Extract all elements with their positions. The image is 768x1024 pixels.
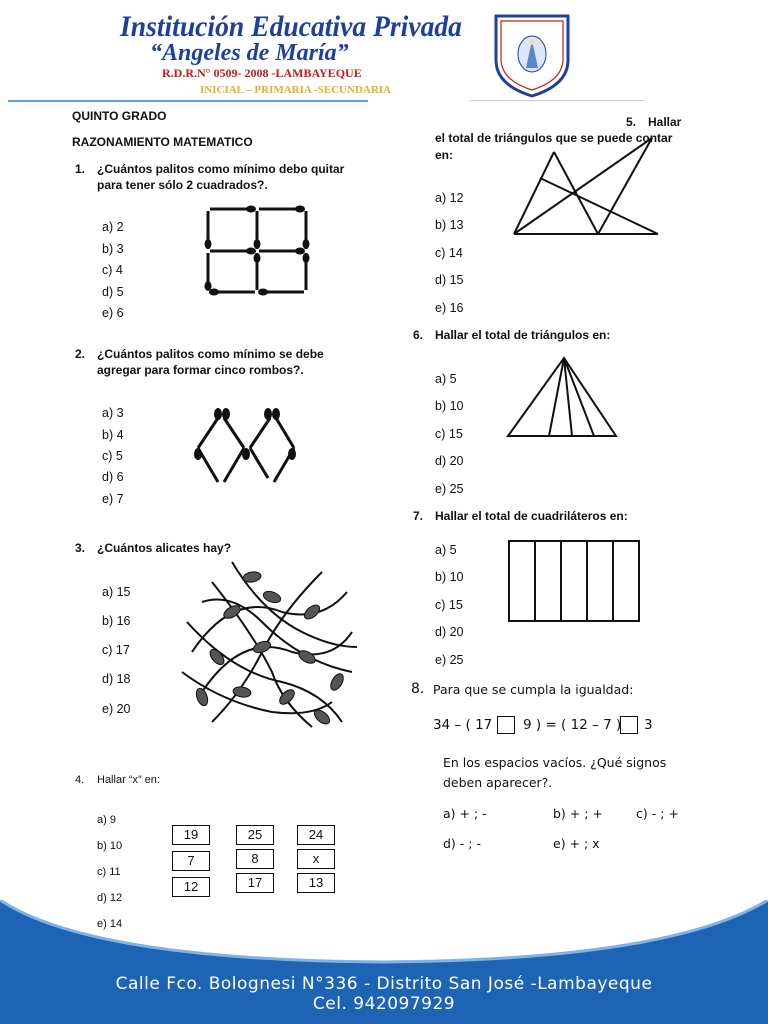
q4-col1-mid: 7 [172, 851, 210, 871]
q8-equation-part2: 9 ) = ( 12 – 7 ) [523, 717, 622, 733]
school-logo [488, 10, 576, 98]
q4-option-c: c) 11 [97, 866, 121, 878]
q5-text-line2: en: [435, 148, 453, 162]
q7-text: Hallar el total de cuadriláteros en: [435, 509, 628, 523]
q8-text: Para que se cumpla la igualdad: [433, 682, 634, 697]
q6-option-c: c) 15 [435, 427, 463, 441]
matchstick-squares-figure [196, 200, 316, 300]
footer-address: Calle Fco. Bolognesi N°336 - Distrito San José -Lambayeque [115, 974, 653, 994]
q1-option-b: b) 3 [102, 242, 124, 256]
q8-number: 8. [411, 681, 425, 697]
q5-option-e: e) 16 [435, 301, 464, 315]
q7-number: 7. [413, 509, 424, 523]
q2-text-line2: agregar para formar cinco rombos?. [97, 363, 304, 377]
q6-option-e: e) 25 [435, 482, 464, 496]
grade-label: QUINTO GRADO [72, 109, 167, 123]
q8-text-line2: En los espacios vacíos. ¿Qué signos [443, 755, 667, 770]
q4-col3-top: 24 [297, 825, 335, 845]
pliers-illustration [172, 552, 364, 738]
q4-option-b: b) 10 [97, 840, 123, 852]
q8-option-b: b) + ; + [553, 806, 603, 821]
q7-option-a: a) 5 [435, 543, 457, 557]
footer-phone: Cel. 942097929 [312, 994, 456, 1014]
q7-option-c: c) 15 [435, 598, 463, 612]
q6-option-d: d) 20 [435, 454, 464, 468]
q4-option-a: a) 9 [97, 814, 116, 826]
q8-option-e: e) + ; x [553, 836, 600, 851]
q6-text: Hallar el total de triángulos en: [435, 328, 611, 342]
q6-option-b: b) 10 [435, 399, 464, 413]
resolution-text: R.D.R.N° 0509- 2008 -LAMBAYEQUE [162, 66, 362, 80]
q6-triangle-figure [504, 354, 622, 440]
q4-col1-top: 19 [172, 825, 210, 845]
subject-label: RAZONAMIENTO MATEMATICO [72, 135, 253, 149]
q8-blank-2[interactable] [620, 716, 638, 734]
q1-option-c: c) 4 [102, 263, 123, 277]
q7-option-e: e) 25 [435, 653, 464, 667]
q4-col3-mid: x [297, 849, 335, 869]
q4-col2-mid: 8 [236, 849, 274, 869]
q2-option-b: b) 4 [102, 428, 124, 442]
q3-option-b: b) 16 [102, 614, 131, 628]
q4-option-e: e) 14 [97, 918, 123, 930]
header-divider [8, 100, 368, 102]
q5-option-d: d) 15 [435, 273, 464, 287]
q8-text-line3: deben aparecer?. [443, 775, 553, 790]
q5-number: 5. [626, 115, 637, 129]
q8-option-c: c) - ; + [636, 806, 679, 821]
q8-option-d: d) - ; - [443, 836, 481, 851]
q1-option-a: a) 2 [102, 220, 124, 234]
q1-option-d: d) 5 [102, 285, 124, 299]
q7-option-b: b) 10 [435, 570, 464, 584]
q3-option-e: e) 20 [102, 702, 131, 716]
institution-title: Institución Educativa Privada [120, 10, 462, 43]
q4-col2-top: 25 [236, 825, 274, 845]
q3-text: ¿Cuántos alicates hay? [97, 541, 232, 555]
q3-number: 3. [75, 541, 86, 555]
q6-option-a: a) 5 [435, 372, 457, 386]
q4-number: 4. [75, 774, 85, 786]
q1-number: 1. [75, 162, 86, 176]
q1-text-line2: para tener sólo 2 cuadrados?. [97, 178, 268, 192]
q6-number: 6. [413, 328, 424, 342]
q1-option-e: e) 6 [102, 306, 124, 320]
q5-option-c: c) 14 [435, 246, 463, 260]
q2-option-d: d) 6 [102, 470, 124, 484]
q4-text: Hallar “x” en: [97, 774, 160, 786]
q8-blank-1[interactable] [497, 716, 515, 734]
q8-equation-part1: 34 – ( 17 [433, 717, 493, 733]
q8-option-a: a) + ; - [443, 806, 487, 821]
q5-option-a: a) 12 [435, 191, 464, 205]
q2-option-e: e) 7 [102, 492, 124, 506]
q4-col1-bot: 12 [172, 877, 210, 897]
q3-option-a: a) 15 [102, 585, 131, 599]
q2-number: 2. [75, 347, 86, 361]
q3-option-d: d) 18 [102, 672, 131, 686]
q7-rectangles-figure [506, 538, 642, 624]
q4-option-d: d) 12 [97, 892, 123, 904]
q4-col3-bot: 13 [297, 873, 335, 893]
q8-equation-part3: 3 [644, 717, 653, 733]
q5-text-line1: el total de triángulos que se puede contar [435, 131, 673, 145]
q2-option-c: c) 5 [102, 449, 123, 463]
school-name: “Angeles de María” [150, 40, 349, 66]
matchstick-rhombus-figure [188, 404, 300, 492]
header-divider-right [470, 100, 644, 101]
q1-text-line1: ¿Cuántos palitos como mínimo debo quitar [97, 162, 345, 176]
q5-triangles-figure [506, 134, 666, 244]
q5-option-b: b) 13 [435, 218, 464, 232]
q3-option-c: c) 17 [102, 643, 130, 657]
q2-option-a: a) 3 [102, 406, 124, 420]
q7-option-d: d) 20 [435, 625, 464, 639]
q2-text-line1: ¿Cuántos palitos como mínimo se debe [97, 347, 324, 361]
q5-text-line0: Hallar [648, 115, 682, 129]
q4-col2-bot: 17 [236, 873, 274, 893]
levels-text: INICIAL – PRIMARIA -SECUNDARIA [200, 84, 391, 96]
